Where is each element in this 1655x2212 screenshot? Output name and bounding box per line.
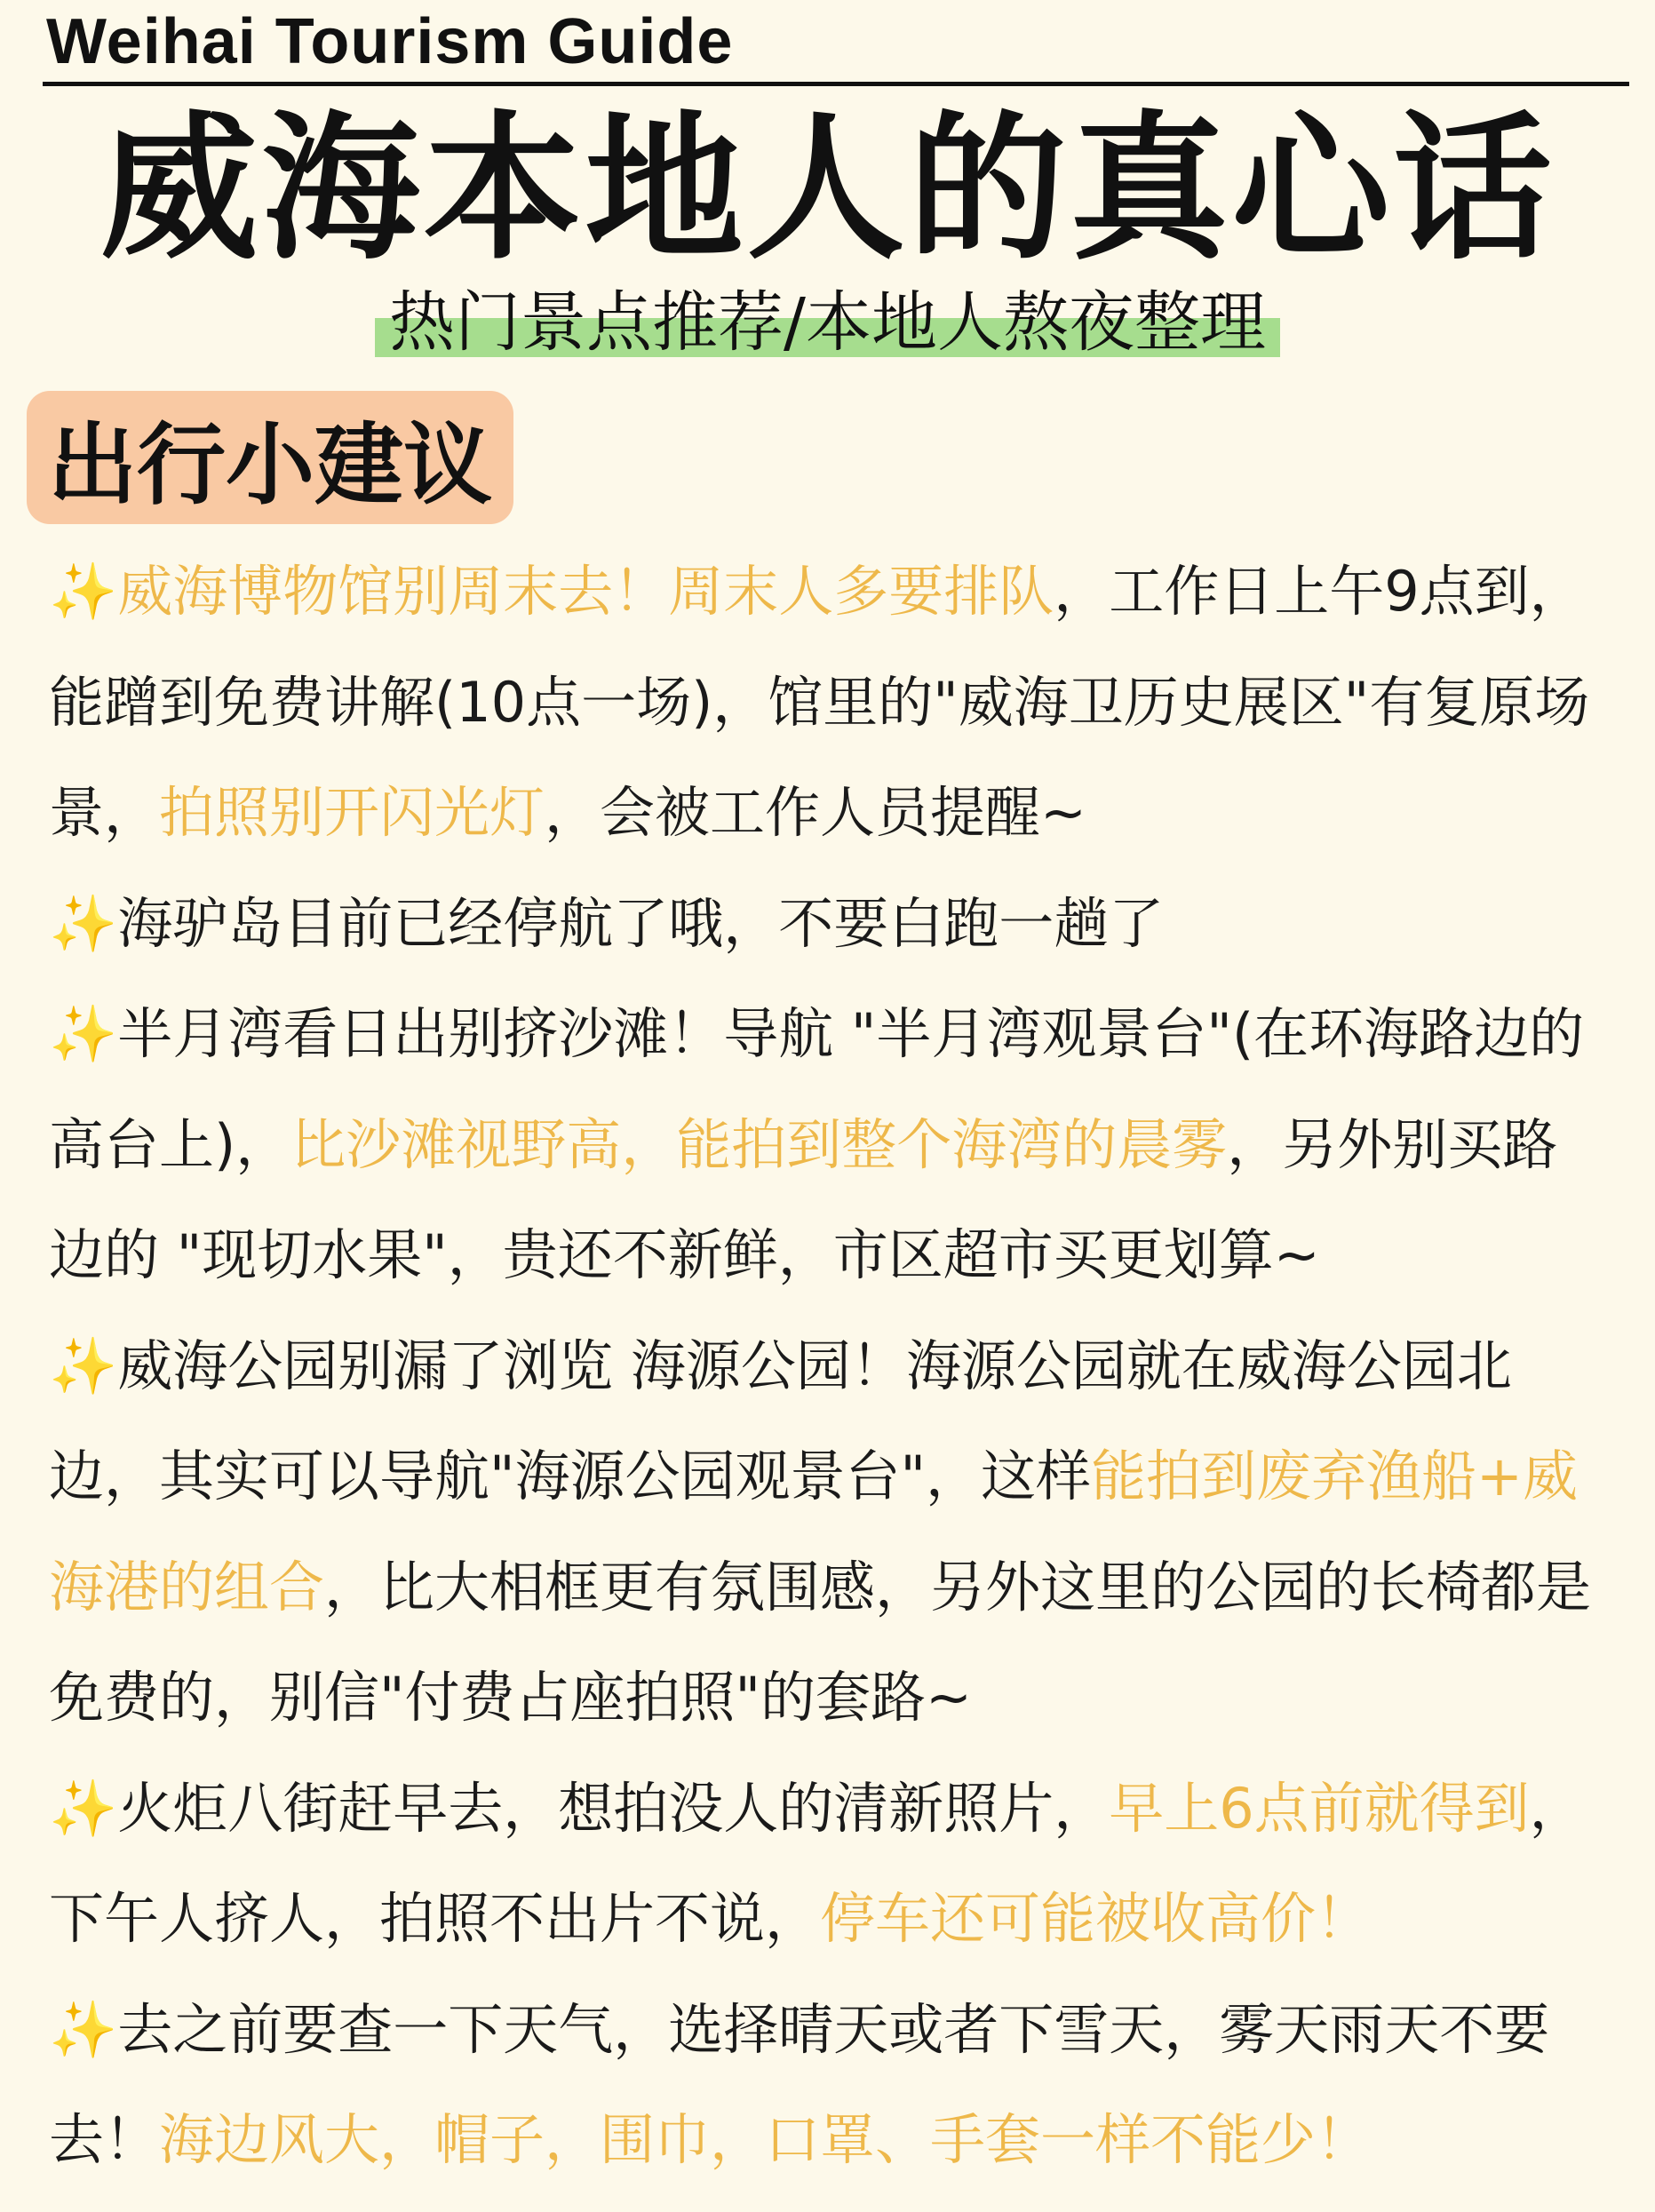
sparkles-icon: ✨ (49, 559, 118, 624)
tip-segment: 停车还可能被收高价！ (820, 1886, 1372, 1951)
tip-segment: 火炬八街赶早去，想拍没人的清新照片， (117, 1775, 1110, 1841)
tip-item (49, 979, 1612, 1311)
tip-segment: ，工作日上午9点到，能蹭到免费讲解(10点一场)，馆里的"威海卫历史展区"有复原场景， (49, 559, 1590, 845)
tip-item (49, 1975, 1612, 2196)
tip-item (49, 1311, 1612, 1754)
tip-segment: 威海公园别漏了浏览 海源公园！海源公园就在威海公园北边，其实可以导航"海源公园观景台"，这样 (49, 1333, 1512, 1508)
tip-segment: 能拍到废弃渔船+威海港的组合 (49, 1444, 1578, 1619)
sparkles-icon: ✨ (49, 890, 118, 956)
tip-segment: ，另外别买路边的 "现切水果"，贵还不新鲜，市区超市买更划算~ (49, 1111, 1558, 1287)
tip-segment: ，会被工作人员提醒~ (545, 780, 1086, 845)
subtitle (375, 282, 1280, 362)
tip-item (49, 1754, 1612, 1975)
tip-segment: ，比大相框更有氛围感，另外这里的公园的长椅都是免费的，别信"付费占座拍照"的套路~ (49, 1554, 1592, 1730)
tip-segment: 去之前要查一下天气，选择晴天或者下雪天，雾天雨天不要去！ (49, 1996, 1550, 2172)
tip-item (49, 537, 1612, 869)
subtitle-text: 热门景点推荐/本地人熬夜整理 (389, 284, 1266, 361)
subtitle-container (0, 282, 1655, 362)
tip-segment: 早上6点前就得到 (1109, 1775, 1530, 1841)
sparkles-icon: ✨ (49, 1996, 118, 2062)
page-title: 威海本地人的真心话 (99, 97, 1556, 281)
sparkles-icon: ✨ (49, 1001, 118, 1066)
tips-list (49, 537, 1612, 2196)
tip-segment: 海驴岛目前已经停航了哦，不要白跑一趟了 (117, 890, 1165, 956)
sparkles-icon: ✨ (49, 1775, 118, 1841)
tip-segment: ，下午人挤人，拍照不出片不说， (49, 1775, 1585, 1951)
tip-segment: 海边风大，帽子，围巾，口罩、手套一样不能少！ (159, 2107, 1372, 2172)
section-tag: 出行小建议 (27, 391, 513, 524)
tip-segment: 威海博物馆别周末去！周末人多要排队 (117, 559, 1054, 624)
brand-header: Weihai Tourism Guide (46, 6, 734, 77)
tip-segment: 拍照别开闪光灯 (159, 780, 545, 845)
tip-segment: 半月湾看日出别挤沙滩！导航 "半月湾观景台"(在环海路边的高台上)， (49, 1001, 1585, 1177)
sparkles-icon: ✨ (49, 1333, 118, 1398)
tip-item (49, 869, 1612, 980)
header-divider (43, 82, 1629, 86)
tip-segment: 比沙滩视野高，能拍到整个海湾的晨雾 (290, 1111, 1228, 1177)
